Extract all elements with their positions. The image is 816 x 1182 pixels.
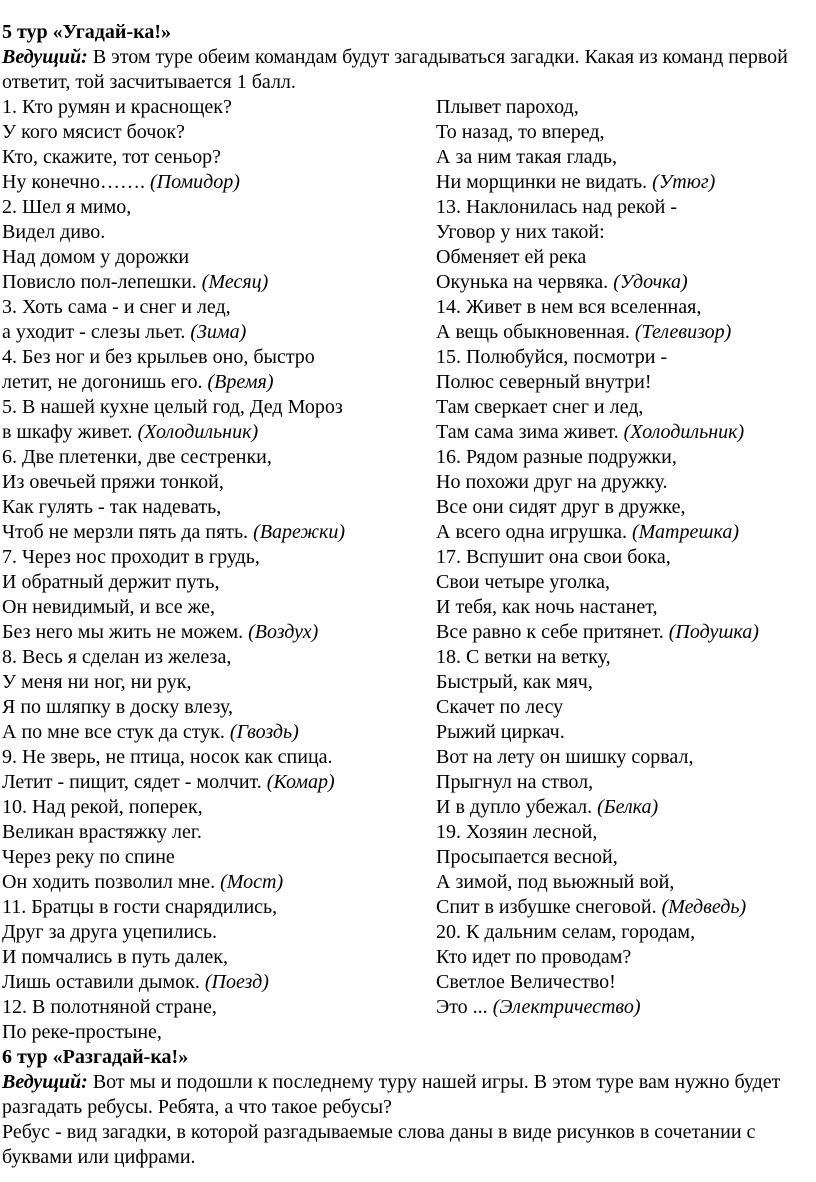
riddle-line: [436, 145, 814, 170]
riddle-text: А зимой, под вьюжный вой,: [436, 871, 675, 893]
riddle-text: Свои четыре уголка,: [436, 571, 611, 593]
riddle-text: 10. Над рекой, поперек,: [2, 796, 203, 818]
riddle-line: [436, 995, 814, 1020]
riddle-text: 16. Рядом разные подружки,: [436, 446, 677, 468]
riddle-answer: (Холодильник): [623, 421, 745, 443]
riddle-line: [2, 720, 436, 745]
section5-intro-text: В этом туре обеим командам будут загадываться загадки. Какая из команд первой ответит, той засчитывается 1 балл.: [2, 46, 788, 93]
riddle-line: [436, 520, 814, 545]
riddle-line: [2, 970, 436, 995]
riddle-text: И обратный держит путь,: [2, 571, 220, 593]
riddle-text: 7. Через нос проходит в грудь,: [2, 546, 260, 568]
riddle-line: [2, 320, 436, 345]
section6-host-label: Ведущий:: [2, 1071, 88, 1093]
riddle-line: [436, 570, 814, 595]
riddle-answer: (Матрешка): [632, 521, 739, 543]
riddle-text: Но похожи друг на дружку.: [436, 471, 668, 493]
riddle-answer: (Подушка): [668, 621, 759, 643]
riddle-text: Это ...: [436, 996, 493, 1018]
riddle-text: Без него мы жить не можем.: [2, 621, 249, 643]
riddle-text: Спит в избушке снеговой.: [436, 896, 662, 918]
riddle-line: [436, 270, 814, 295]
riddle-text: 2. Шел я мимо,: [2, 196, 132, 218]
riddle-text: 18. С ветки на ветку,: [436, 646, 611, 668]
riddle-line: [436, 970, 814, 995]
riddle-line: [2, 795, 436, 820]
riddle-line: [436, 445, 814, 470]
riddle-text: 20. К дальним селам, городам,: [436, 921, 696, 943]
riddle-text: Полюс северный внутри!: [436, 371, 652, 393]
riddle-text: Все равно к себе притянет.: [436, 621, 669, 643]
riddle-answer: (Гвоздь): [229, 721, 299, 743]
riddle-text: 5. В нашей кухне целый год, Дед Мороз: [2, 396, 343, 418]
riddle-line: [2, 220, 436, 245]
riddle-text: Окунька на червяка.: [436, 271, 614, 293]
riddle-text: Он невидимый, и все же,: [2, 596, 216, 618]
riddle-text: Рыжий циркач.: [436, 721, 565, 743]
riddle-text: Великан врастяжку лег.: [2, 821, 202, 843]
riddle-text: 15. Полюбуйся, посмотри -: [436, 346, 668, 368]
riddle-line: [2, 445, 436, 470]
riddle-line: [436, 895, 814, 920]
riddle-line: [2, 920, 436, 945]
riddle-line: [2, 245, 436, 270]
riddle-line: [2, 645, 436, 670]
riddle-text: Летит - пищит, сядет - молчит.: [2, 771, 267, 793]
riddle-answer: (Помидор): [150, 171, 240, 193]
riddle-text: Из овечьей пряжи тонкой,: [2, 471, 224, 493]
riddle-text: А всего одна игрушка.: [436, 521, 632, 543]
section6-definition: Ребус - вид загадки, в которой разгадываемые слова даны в виде рисунков в сочетании с буквами или цифрами.: [2, 1121, 756, 1168]
riddle-line: [436, 320, 814, 345]
riddle-text: Друг за друга уцепились.: [2, 921, 218, 943]
riddle-text: И в дупло убежал.: [436, 796, 598, 818]
riddle-line: [436, 195, 814, 220]
riddle-answer: (Поезд): [204, 971, 269, 993]
section5-host-label: Ведущий:: [2, 46, 88, 68]
riddle-text: 12. В полотняной стране,: [2, 996, 217, 1018]
riddle-line: [436, 470, 814, 495]
riddle-line: [436, 870, 814, 895]
riddle-text: 17. Вспушит она свои бока,: [436, 546, 671, 568]
riddle-line: [436, 820, 814, 845]
riddle-line: [2, 870, 436, 895]
riddle-answer: (Медведь): [661, 896, 747, 918]
riddle-line: [2, 270, 436, 295]
riddle-line: [436, 845, 814, 870]
section6-title: 6 тур «Разгадай-ка!»: [2, 1046, 189, 1068]
riddle-answer: (Месяц): [201, 271, 269, 293]
riddle-text: летит, не догонишь его.: [2, 371, 208, 393]
riddle-line: [2, 170, 436, 195]
riddle-text: Светлое Величество!: [436, 971, 616, 993]
riddle-text: а уходит - слезы льет.: [2, 321, 191, 343]
riddle-line: [2, 470, 436, 495]
riddle-line: [436, 420, 814, 445]
riddle-text: А по мне все стук да стук.: [2, 721, 230, 743]
section5-title: 5 тур «Угадай-ка!»: [2, 21, 171, 43]
riddle-line: [2, 295, 436, 320]
riddle-text: То назад, то вперед,: [436, 121, 605, 143]
riddle-text: Прыгнул на ствол,: [436, 771, 594, 793]
section6-intro: [2, 1070, 814, 1120]
riddle-line: [2, 695, 436, 720]
riddle-answer: (Белка): [597, 796, 659, 818]
riddle-line: [2, 195, 436, 220]
riddle-line: [436, 545, 814, 570]
riddle-text: Просыпается весной,: [436, 846, 618, 868]
riddle-line: [2, 395, 436, 420]
riddle-text: Лишь оставили дымок.: [2, 971, 205, 993]
riddle-line: [2, 1020, 436, 1045]
riddle-line: [436, 745, 814, 770]
riddle-line: [2, 945, 436, 970]
riddle-text: 13. Наклонилась над рекой -: [436, 196, 677, 218]
riddle-line: [2, 370, 436, 395]
riddle-answer: (Зима): [190, 321, 247, 343]
riddle-text: 19. Хозяин лесной,: [436, 821, 598, 843]
riddle-text: 3. Хоть сама - и снег и лед,: [2, 296, 231, 318]
riddle-line: [2, 545, 436, 570]
riddle-answer: (Удочка): [613, 271, 688, 293]
riddles-right-column: [436, 95, 814, 1045]
riddles-columns: [2, 95, 814, 1045]
riddle-line: [436, 245, 814, 270]
riddle-text: Быстрый, как мяч,: [436, 671, 593, 693]
riddle-line: [436, 220, 814, 245]
riddle-text: А за ним такая гладь,: [436, 146, 617, 168]
riddle-line: [436, 795, 814, 820]
section6-intro-text: Вот мы и подошли к последнему туру нашей игры. В этом туре вам нужно будет разгадать ребусы. Ребята, а что такое ребусы?: [2, 1071, 781, 1118]
riddle-answer: (Воздух): [248, 621, 319, 643]
riddle-line: [2, 845, 436, 870]
riddle-text: Через реку по спине: [2, 846, 175, 868]
riddle-answer: (Телевизор): [634, 321, 732, 343]
riddle-text: 14. Живет в нем вся вселенная,: [436, 296, 702, 318]
riddle-line: [2, 995, 436, 1020]
riddle-line: [2, 895, 436, 920]
riddle-text: Чтоб не мерзли пять да пять.: [2, 521, 254, 543]
riddle-text: Плывет пароход,: [436, 96, 579, 118]
riddle-line: [436, 95, 814, 120]
riddle-line: [2, 420, 436, 445]
riddle-line: [2, 595, 436, 620]
document-page: [2, 20, 814, 1170]
riddle-text: Ну конечно…….: [2, 171, 150, 193]
riddle-line: [2, 620, 436, 645]
riddle-text: Он ходить позволил мне.: [2, 871, 221, 893]
riddle-answer: (Электричество): [492, 996, 641, 1018]
riddle-line: [436, 920, 814, 945]
riddle-text: И тебя, как ночь настанет,: [436, 596, 658, 618]
riddle-line: [2, 670, 436, 695]
riddle-text: 9. Не зверь, не птица, носок как спица.: [2, 746, 333, 768]
riddle-line: [436, 670, 814, 695]
riddle-text: Кто, скажите, тот сеньор?: [2, 146, 222, 168]
riddle-line: [436, 495, 814, 520]
riddle-line: [2, 345, 436, 370]
riddle-text: У кого мясист бочок?: [2, 121, 185, 143]
riddle-text: Кто идет по проводам?: [436, 946, 632, 968]
riddle-text: Все они сидят друг в дружке,: [436, 496, 686, 518]
riddle-line: [436, 620, 814, 645]
riddle-line: [436, 295, 814, 320]
riddle-text: 4. Без ног и без крыльев оно, быстро: [2, 346, 315, 368]
riddle-line: [436, 370, 814, 395]
riddle-line: [436, 645, 814, 670]
section5-intro: [2, 45, 814, 95]
riddle-line: [2, 820, 436, 845]
riddle-answer: (Комар): [266, 771, 335, 793]
riddle-text: Видел диво.: [2, 221, 106, 243]
riddle-line: [2, 520, 436, 545]
riddle-answer: (Время): [207, 371, 274, 393]
riddle-answer: (Мост): [220, 871, 284, 893]
riddle-text: Вот на лету он шишку сорвал,: [436, 746, 694, 768]
riddle-text: Повисло пол-лепешки.: [2, 271, 202, 293]
riddle-text: Ни морщинки не видать.: [436, 171, 653, 193]
riddle-text: Обменяет ей река: [436, 246, 587, 268]
riddle-text: По реке-простыне,: [2, 1021, 162, 1043]
riddle-line: [436, 945, 814, 970]
riddle-line: [436, 695, 814, 720]
riddle-line: [2, 570, 436, 595]
riddle-text: Уговор у них такой:: [436, 221, 605, 243]
riddle-text: 11. Братцы в гости снарядились,: [2, 896, 278, 918]
riddle-line: [436, 345, 814, 370]
riddle-text: У меня ни ног, ни рук,: [2, 671, 192, 693]
riddle-answer: (Варежки): [253, 521, 346, 543]
riddle-text: Скачет по лесу: [436, 696, 564, 718]
riddle-line: [2, 95, 436, 120]
riddle-line: [436, 770, 814, 795]
riddle-line: [2, 120, 436, 145]
riddle-text: Я по шляпку в доску влезу,: [2, 696, 233, 718]
riddle-line: [436, 170, 814, 195]
riddle-line: [2, 145, 436, 170]
riddle-text: Над домом у дорожки: [2, 246, 190, 268]
riddles-left-column: [2, 95, 436, 1045]
riddle-line: [436, 395, 814, 420]
riddle-line: [2, 745, 436, 770]
riddle-text: А вещь обыкновенная.: [436, 321, 635, 343]
riddle-text: в шкафу живет.: [2, 421, 138, 443]
riddle-line: [436, 720, 814, 745]
riddle-text: 8. Весь я сделан из железа,: [2, 646, 232, 668]
riddle-answer: (Утюг): [652, 171, 716, 193]
riddle-text: Как гулять - так надевать,: [2, 496, 222, 518]
riddle-line: [436, 595, 814, 620]
riddle-text: 6. Две плетенки, две сестренки,: [2, 446, 272, 468]
riddle-line: [2, 495, 436, 520]
riddle-text: Там сама зима живет.: [436, 421, 624, 443]
riddle-line: [436, 120, 814, 145]
riddle-answer: (Холодильник): [137, 421, 259, 443]
riddle-line: [2, 770, 436, 795]
riddle-text: 1. Кто румян и краснощек?: [2, 96, 232, 118]
riddle-text: Там сверкает снег и лед,: [436, 396, 644, 418]
riddle-text: И помчались в путь далек,: [2, 946, 229, 968]
